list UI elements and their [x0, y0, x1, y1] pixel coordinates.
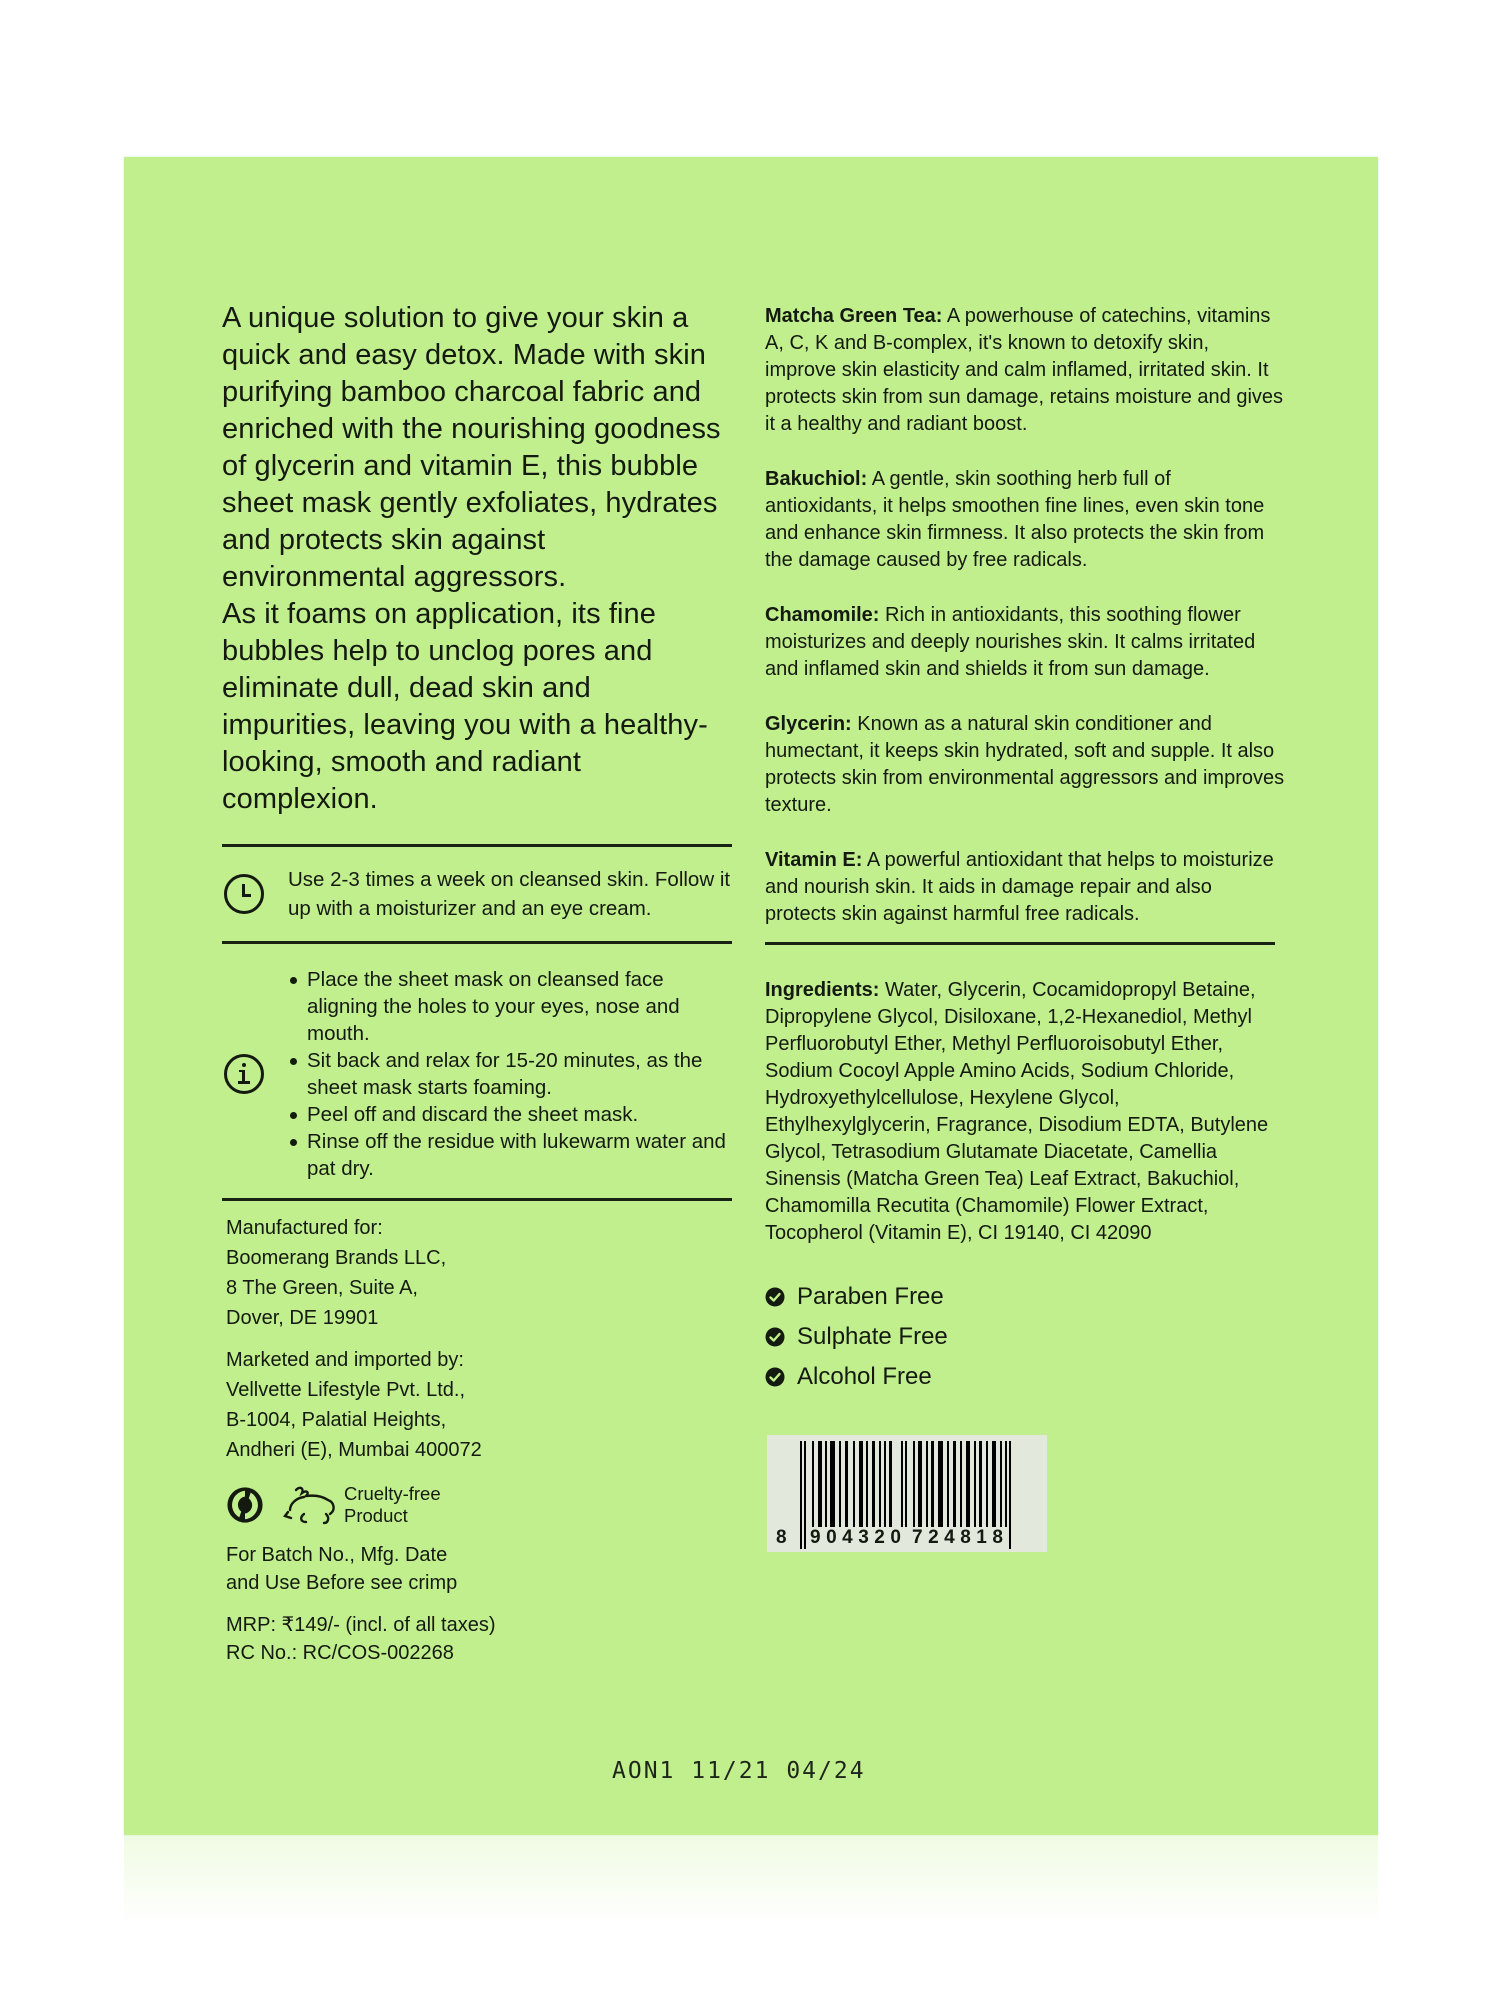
- green-dot-recycle-icon: [226, 1486, 264, 1524]
- marketer-info: [222, 1345, 732, 1465]
- price-info: [222, 1611, 732, 1667]
- description-paragraph-1: A unique solution to give your skin a quick and easy detox. Made with skin purifying bamboo charcoal fabric and enriched with the nourishing goodness of glycerin and vitamin E, this bubble sheet mask gently exfoliates, hydrates and protects skin against environmental aggressors.: [222, 302, 721, 593]
- usage-text: Use 2-3 times a week on cleansed skin. Follow it up with a moisturizer and an eye cream.: [288, 868, 731, 920]
- certification-badges: [222, 1483, 732, 1527]
- cruelty-free-bunny-icon: [282, 1484, 342, 1526]
- rc-number: RC No.: RC/COS-002268: [226, 1642, 454, 1664]
- mrp-text: MRP: ₹149/- (incl. of all taxes): [226, 1614, 496, 1636]
- direction-step: Peel off and discard the sheet mask.: [288, 1101, 732, 1128]
- benefit-vitamin-e: Vitamin E: A powerful antioxidant that helps to moisturize and nourish skin. It aids in damage repair and also protects skin against harmful free radicals.: [765, 849, 1274, 925]
- marketer-line: Vellvette Lifestyle Pvt. Ltd.,: [226, 1379, 466, 1401]
- directions-list: [288, 966, 732, 1182]
- manufacturer-info: [222, 1213, 732, 1333]
- divider: [765, 942, 1275, 945]
- manufacturer-line: Dover, DE 19901: [226, 1307, 379, 1329]
- direction-step: Place the sheet mask on cleansed face aligning the holes to your eyes, nose and mouth.: [288, 966, 732, 1047]
- direction-step: Rinse off the residue with lukewarm water and pat dry.: [288, 1128, 732, 1182]
- usage-frequency-section: [222, 847, 732, 941]
- barcode-number: 8 904320 724818: [776, 1527, 1009, 1548]
- info-icon: [224, 1054, 264, 1094]
- check-circle-icon: [765, 1367, 785, 1387]
- benefit-bakuchiol: Bakuchiol: A gentle, skin soothing herb full of antioxidants, it helps smoothen fine lines, even skin tone and enhance skin firmness. It also protects the skin from the damage caused by free radicals.: [765, 468, 1265, 571]
- directions-section: [222, 944, 732, 1198]
- product-description: [222, 300, 732, 818]
- right-column: [765, 303, 1285, 1552]
- package-reflection: [124, 1835, 1378, 1925]
- claim-paraben-free: Paraben Free: [765, 1277, 1285, 1317]
- left-column: [222, 300, 732, 1667]
- manufacturer-line: Boomerang Brands LLC,: [226, 1247, 447, 1269]
- manufacturer-line: 8 The Green, Suite A,: [226, 1277, 418, 1299]
- clock-icon: [224, 874, 264, 914]
- check-circle-icon: [765, 1327, 785, 1347]
- manufacturer-label: Manufactured for:: [226, 1217, 383, 1239]
- benefit-glycerin: Glycerin: Known as a natural skin conditioner and humectant, it keeps skin hydrated, soft and supple. It also protects skin from environmental aggressors and improves texture.: [765, 713, 1285, 816]
- claim-alcohol-free: Alcohol Free: [765, 1357, 1285, 1397]
- cruelty-free-label: Cruelty-free Product: [344, 1483, 441, 1526]
- description-paragraph-2: As it foams on application, its fine bubbles help to unclog pores and eliminate dull, dead skin and impurities, leaving you with a healthy-looking, smooth and radiant complexion.: [222, 598, 708, 815]
- ingredients-list: Ingredients: Water, Glycerin, Cocamidopropyl Betaine, Dipropylene Glycol, Disiloxane, 1,2-Hexanediol, Methyl Perfluorobutyl Ether, Methyl Perfluoroisobutyl Ether, Sodium Cocoyl Apple Amino Acids, Sodium Chloride, Hydroxyethylcellulose, Hexylene Glycol, Ethylhexylglycerin, Fragrance, Disodium EDTA, Butylene Glycol, Tetrasodium Glutamate Diacetate, Camellia Sinensis (Matcha Green Tea) Leaf Extract, Bakuchiol, Chamomilla Recutita (Chamomile) Flower Extract, Tocopherol (Vitamin E), CI 19140, CI 42090: [765, 979, 1269, 1244]
- free-from-claims: [765, 1277, 1285, 1397]
- divider: [222, 1198, 732, 1201]
- marketer-line: B-1004, Palatial Heights,: [226, 1409, 447, 1431]
- crimp-batch-code: AON1 11/21 04/24: [612, 1758, 866, 1784]
- batch-note: For Batch No., Mfg. Date and Use Before see crimp: [226, 1544, 458, 1594]
- benefit-chamomile: Chamomile: Rich in antioxidants, this soothing flower moisturizes and deeply nourishes skin. It calms irritated and inflamed skin and shields it from sun damage.: [765, 604, 1256, 680]
- benefit-matcha-green-tea: Matcha Green Tea: A powerhouse of catechins, vitamins A, C, K and B-complex, it's known to detoxify skin, improve skin elasticity and calm inflamed, irritated skin. It protects skin from sun damage, retains moisture and gives it a healthy and radiant boost.: [765, 305, 1284, 435]
- check-circle-icon: [765, 1287, 785, 1307]
- ean-barcode: [767, 1435, 1047, 1552]
- marketer-line: Andheri (E), Mumbai 400072: [226, 1439, 482, 1461]
- claim-sulphate-free: Sulphate Free: [765, 1317, 1285, 1357]
- direction-step: Sit back and relax for 15-20 minutes, as the sheet mask starts foaming.: [288, 1047, 732, 1101]
- marketer-label: Marketed and imported by:: [226, 1349, 464, 1371]
